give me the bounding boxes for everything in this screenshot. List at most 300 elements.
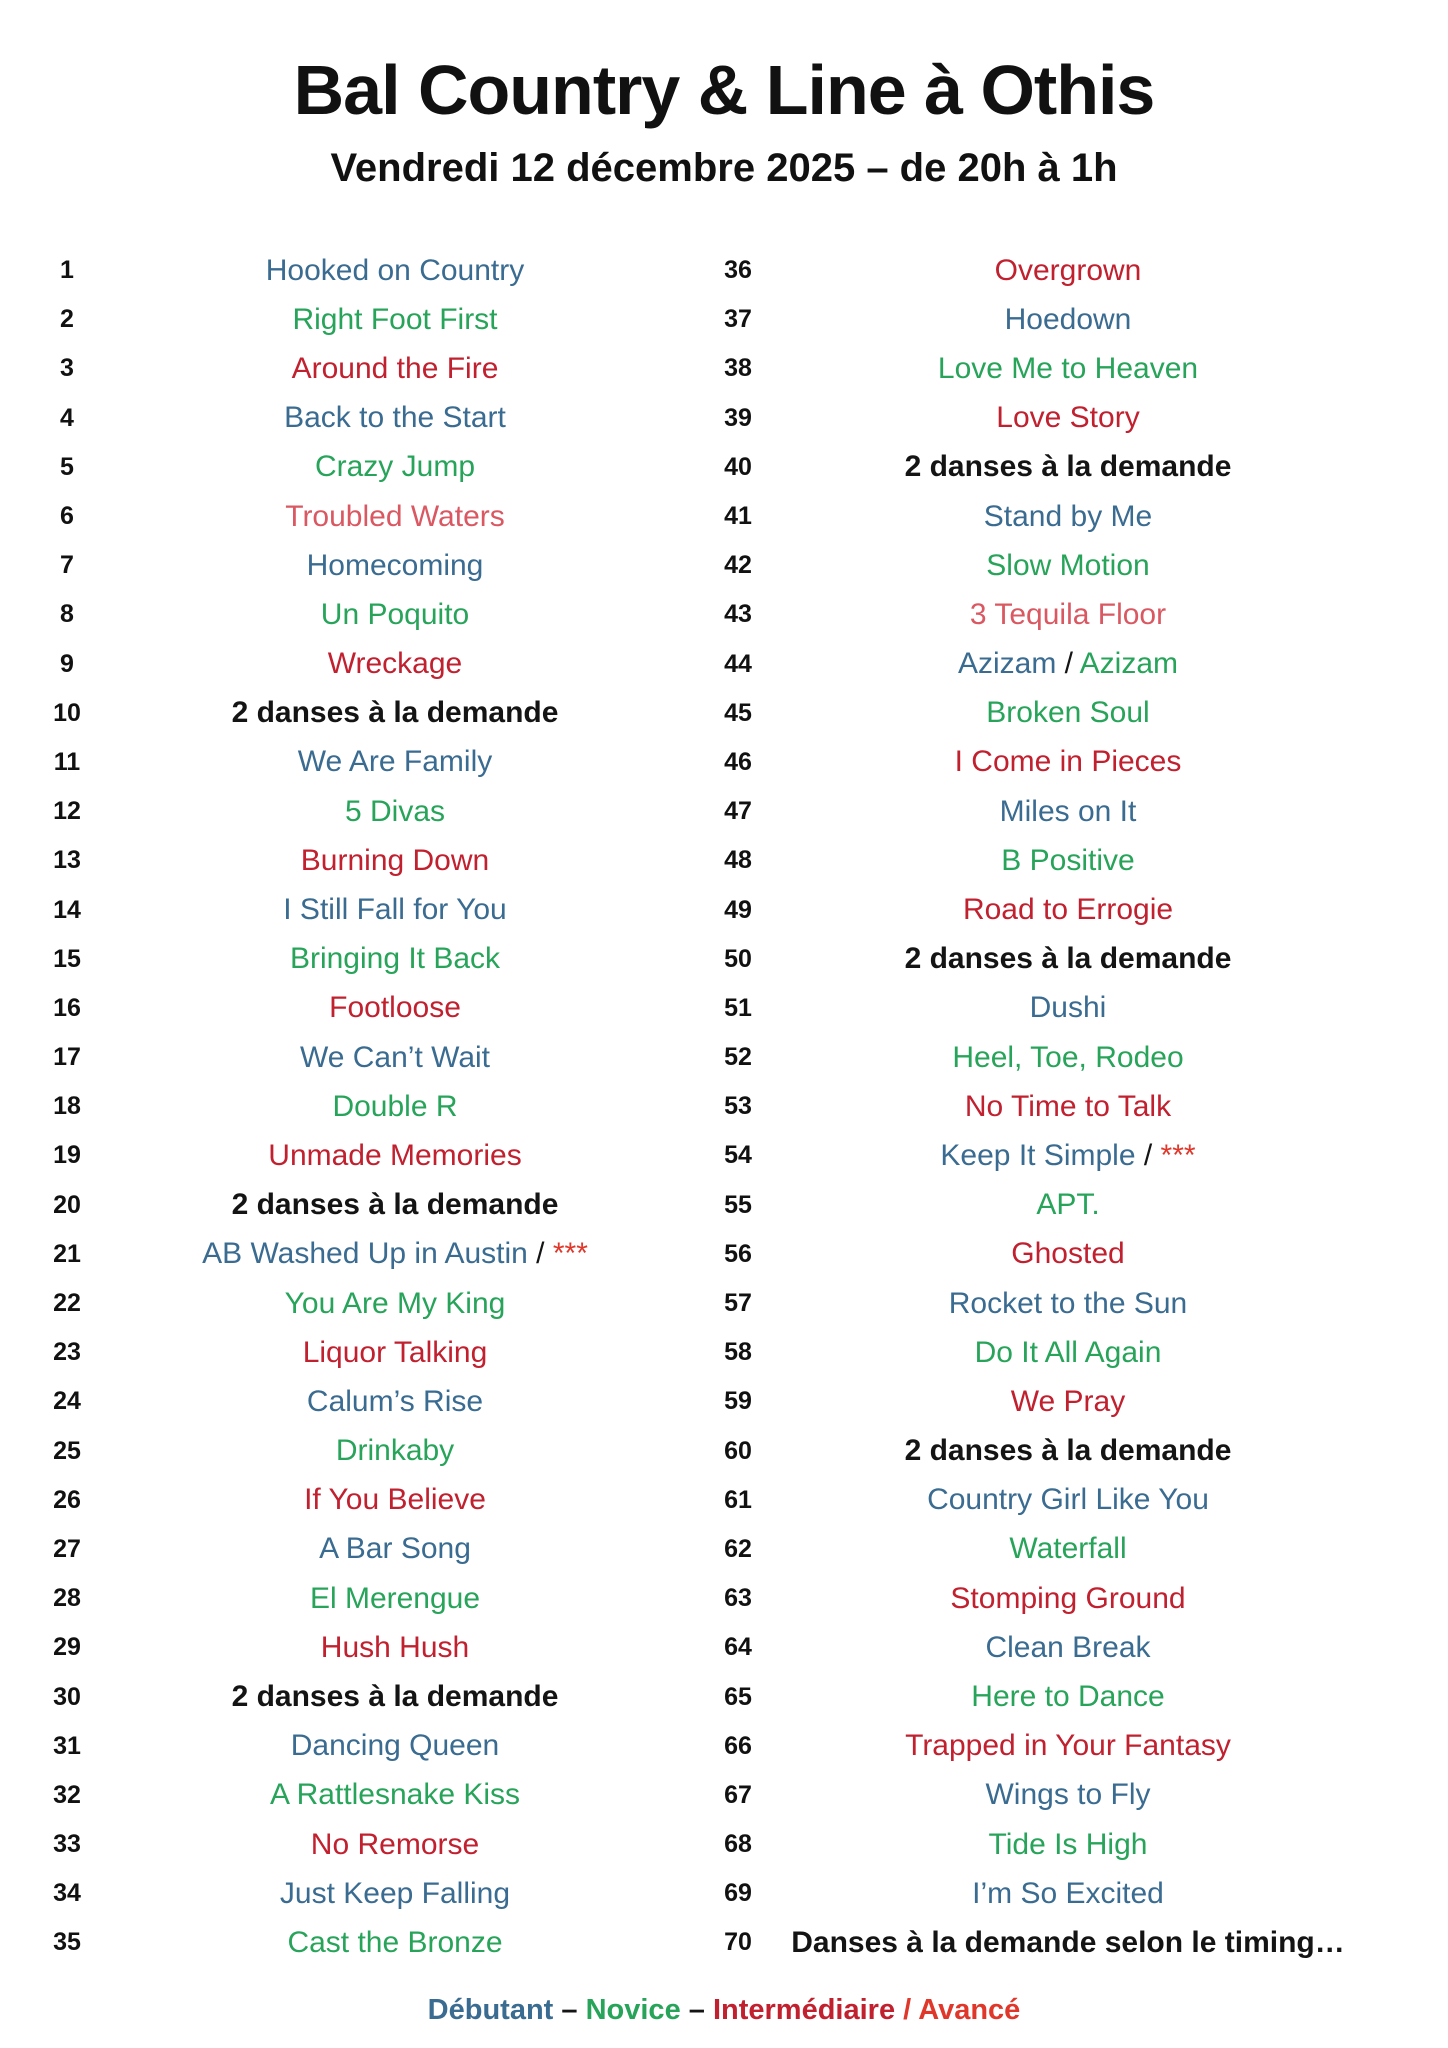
song-title-segment: Débutant — [427, 1993, 554, 2026]
song-title — [778, 991, 1358, 1025]
song-number: 9 — [60, 649, 74, 678]
page-subtitle: Vendredi 12 décembre 2025 – de 20h à 1h — [330, 146, 1118, 190]
song-title — [778, 1729, 1358, 1763]
song-row — [27, 1574, 683, 1623]
song-title — [778, 1336, 1358, 1370]
song-title — [107, 745, 683, 779]
song-number: 31 — [53, 1731, 81, 1760]
song-row — [683, 1722, 1358, 1771]
song-number: 70 — [724, 1928, 752, 1957]
song-title-segment: Unmade Memories — [268, 1138, 522, 1172]
song-number: 30 — [53, 1682, 81, 1711]
song-title — [778, 1828, 1358, 1862]
song-number: 44 — [724, 649, 752, 678]
song-number: 55 — [724, 1190, 752, 1219]
song-number: 14 — [53, 895, 81, 924]
song-title-segment: Dushi — [1029, 991, 1107, 1025]
song-number: 20 — [53, 1190, 81, 1219]
song-row — [683, 1279, 1358, 1328]
song-number: 7 — [60, 551, 74, 580]
song-row — [27, 1328, 683, 1377]
song-title — [778, 1582, 1358, 1616]
song-row — [27, 1033, 683, 1082]
song-number: 15 — [53, 944, 81, 973]
song-row — [27, 935, 683, 984]
song-row — [683, 1820, 1358, 1869]
song-title-segment: – — [553, 1993, 586, 2026]
song-title — [107, 1778, 683, 1812]
song-title-segment: Liquor Talking — [302, 1335, 488, 1369]
song-number: 36 — [724, 256, 752, 285]
song-title — [107, 500, 683, 534]
song-row — [683, 1869, 1358, 1918]
song-title-segment: Ghosted — [1011, 1237, 1125, 1271]
song-number: 24 — [53, 1387, 81, 1416]
song-row — [683, 1181, 1358, 1230]
song-title-segment: Clean Break — [985, 1630, 1151, 1664]
song-title — [107, 1680, 683, 1714]
song-title-segment: Double R — [332, 1089, 458, 1123]
song-row — [683, 984, 1358, 1033]
song-title — [107, 352, 683, 386]
song-title-segment: We Can’t Wait — [299, 1040, 491, 1074]
song-number: 67 — [724, 1780, 752, 1809]
song-title-segment: 2 danses à la demande — [904, 1434, 1232, 1468]
song-title — [107, 1926, 683, 1960]
song-row — [27, 689, 683, 738]
song-row — [683, 1427, 1358, 1476]
song-title — [778, 1926, 1358, 1960]
song-number: 59 — [724, 1387, 752, 1416]
song-row — [27, 1427, 683, 1476]
song-title — [107, 1434, 683, 1468]
song-title-segment: 2 danses à la demande — [231, 1680, 559, 1714]
song-title-segment: We Pray — [1010, 1384, 1126, 1418]
song-number: 47 — [724, 797, 752, 826]
song-title — [778, 1090, 1358, 1124]
song-number: 6 — [60, 502, 74, 531]
song-number: 46 — [724, 747, 752, 776]
song-row — [27, 295, 683, 344]
song-title-segment: Stomping Ground — [950, 1581, 1186, 1615]
song-row — [683, 344, 1358, 393]
song-number: 57 — [724, 1289, 752, 1318]
song-title — [107, 1877, 683, 1911]
song-title-segment: / — [527, 1237, 553, 1271]
song-title — [107, 991, 683, 1025]
song-row — [27, 1131, 683, 1180]
song-title — [107, 1041, 683, 1075]
song-row — [27, 885, 683, 934]
song-title-segment: Intermédiaire — [712, 1993, 896, 2026]
song-row — [683, 492, 1358, 541]
song-title-segment: Danses à la demande selon le timing… — [791, 1925, 1345, 1959]
song-row — [27, 1820, 683, 1869]
song-title-segment: Cast the Bronze — [287, 1925, 503, 1959]
song-number: 12 — [53, 797, 81, 826]
song-title-segment: APT. — [1036, 1188, 1100, 1222]
song-row — [683, 1082, 1358, 1131]
song-row — [27, 1181, 683, 1230]
song-title — [778, 254, 1358, 288]
song-row — [27, 1525, 683, 1574]
song-title — [778, 1139, 1358, 1173]
song-title-segment: 3 Tequila Floor — [969, 597, 1167, 631]
song-row — [27, 541, 683, 590]
song-title — [107, 1090, 683, 1124]
song-title-segment: Troubled Waters — [285, 499, 505, 533]
song-row — [683, 1328, 1358, 1377]
song-row — [683, 787, 1358, 836]
song-title-segment: We Are Family — [297, 745, 493, 779]
song-title-segment: / — [1135, 1138, 1161, 1172]
song-row — [683, 590, 1358, 639]
song-number: 39 — [724, 403, 752, 432]
song-title — [778, 1237, 1358, 1271]
song-number: 69 — [724, 1879, 752, 1908]
song-title — [107, 1729, 683, 1763]
song-title — [778, 1483, 1358, 1517]
song-row — [27, 246, 683, 295]
song-row — [683, 738, 1358, 787]
song-title-segment: Slow Motion — [986, 548, 1150, 582]
song-title — [778, 1385, 1358, 1419]
song-title — [778, 1778, 1358, 1812]
song-number: 56 — [724, 1239, 752, 1268]
song-title — [778, 1680, 1358, 1714]
song-number: 29 — [53, 1633, 81, 1662]
song-number: 10 — [53, 698, 81, 727]
song-title-segment: Un Poquito — [320, 597, 470, 631]
song-row — [683, 1131, 1358, 1180]
song-number: 26 — [53, 1485, 81, 1514]
song-title — [107, 1385, 683, 1419]
song-title-segment: Rocket to the Sun — [948, 1286, 1188, 1320]
song-title-segment: Heel, Toe, Rodeo — [952, 1040, 1184, 1074]
song-row — [27, 1377, 683, 1426]
song-row — [683, 1623, 1358, 1672]
song-row — [27, 344, 683, 393]
song-title-segment: Avancé — [918, 1993, 1021, 2026]
song-title-segment: El Merengue — [309, 1581, 481, 1615]
song-row — [683, 836, 1358, 885]
song-title-segment: Azizam — [1079, 647, 1179, 681]
song-title — [107, 450, 683, 484]
song-number: 27 — [53, 1534, 81, 1563]
song-title — [778, 1877, 1358, 1911]
song-title-segment: Love Me to Heaven — [937, 351, 1199, 385]
song-row — [683, 1230, 1358, 1279]
song-title — [778, 500, 1358, 534]
song-number: 38 — [724, 354, 752, 383]
song-number: 65 — [724, 1682, 752, 1711]
song-title — [107, 1287, 683, 1321]
song-row — [683, 1918, 1358, 1967]
song-row — [683, 295, 1358, 344]
song-title-segment: Road to Errogie — [962, 893, 1174, 927]
song-row — [27, 1476, 683, 1525]
song-row — [683, 935, 1358, 984]
song-title-segment: 5 Divas — [344, 794, 446, 828]
song-title — [107, 1139, 683, 1173]
song-title — [107, 549, 683, 583]
song-row — [27, 1230, 683, 1279]
song-row — [27, 1279, 683, 1328]
song-number: 5 — [60, 452, 74, 481]
song-row — [683, 443, 1358, 492]
song-number: 34 — [53, 1879, 81, 1908]
song-title — [778, 647, 1358, 681]
song-title — [107, 795, 683, 829]
song-row — [683, 246, 1358, 295]
song-title — [107, 696, 683, 730]
song-number: 28 — [53, 1584, 81, 1613]
song-number: 11 — [53, 747, 81, 776]
song-number: 51 — [724, 993, 752, 1022]
song-row — [683, 640, 1358, 689]
song-title-segment: B Positive — [1001, 843, 1135, 877]
song-title — [778, 598, 1358, 632]
song-row — [27, 640, 683, 689]
song-number: 2 — [60, 305, 74, 334]
song-number: 16 — [53, 993, 81, 1022]
playlist-column-right — [683, 246, 1358, 1968]
song-number: 23 — [53, 1338, 81, 1367]
song-row — [27, 1771, 683, 1820]
song-row — [683, 1771, 1358, 1820]
song-title-segment: / — [1056, 647, 1080, 681]
song-title-segment: *** — [552, 1237, 588, 1271]
song-title-segment: AB Washed Up in Austin — [202, 1237, 528, 1271]
song-title — [778, 745, 1358, 779]
song-number: 60 — [724, 1436, 752, 1465]
song-title-segment: I’m So Excited — [972, 1876, 1164, 1910]
song-title — [107, 1828, 683, 1862]
song-title-segment: Crazy Jump — [314, 450, 476, 484]
song-row — [683, 1476, 1358, 1525]
song-row — [27, 984, 683, 1033]
song-number: 41 — [724, 502, 752, 531]
song-row — [683, 1525, 1358, 1574]
song-number: 40 — [724, 452, 752, 481]
song-number: 42 — [724, 551, 752, 580]
song-number: 61 — [724, 1485, 752, 1514]
song-title — [107, 598, 683, 632]
song-title — [778, 352, 1358, 386]
song-title — [778, 1434, 1358, 1468]
song-row — [683, 1033, 1358, 1082]
song-title-segment: Dancing Queen — [290, 1729, 500, 1763]
song-number: 54 — [724, 1141, 752, 1170]
song-title-segment: Love Story — [996, 401, 1140, 435]
song-title-segment: Country Girl Like You — [927, 1483, 1209, 1517]
song-title-segment: Keep It Simple — [940, 1138, 1136, 1172]
song-number: 53 — [724, 1092, 752, 1121]
song-title — [778, 303, 1358, 337]
song-row — [27, 1869, 683, 1918]
song-title — [107, 1237, 683, 1271]
song-row — [27, 836, 683, 885]
song-row — [683, 1672, 1358, 1721]
song-title-segment: Here to Dance — [971, 1680, 1165, 1714]
song-title — [107, 942, 683, 976]
song-title-segment: Footloose — [329, 991, 461, 1025]
song-number: 8 — [60, 600, 74, 629]
song-title-segment: Back to the Start — [284, 401, 506, 435]
song-title — [778, 1287, 1358, 1321]
song-title-segment: 2 danses à la demande — [231, 696, 559, 730]
song-row — [27, 492, 683, 541]
song-title-segment: Tide Is High — [988, 1827, 1148, 1861]
song-row — [27, 1722, 683, 1771]
song-number: 3 — [60, 354, 74, 383]
song-number: 1 — [60, 256, 74, 285]
song-title-segment: A Bar Song — [319, 1532, 471, 1566]
song-number: 52 — [724, 1043, 752, 1072]
song-title — [778, 1041, 1358, 1075]
song-title — [778, 942, 1358, 976]
song-title — [107, 1188, 683, 1222]
song-number: 4 — [60, 403, 74, 432]
song-title-segment: Novice — [585, 1993, 681, 2026]
song-row — [683, 885, 1358, 934]
song-title — [107, 647, 683, 681]
song-title-segment: Stand by Me — [983, 499, 1153, 533]
song-title-segment: Wings to Fly — [985, 1778, 1151, 1812]
song-number: 68 — [724, 1830, 752, 1859]
song-title-segment: 2 danses à la demande — [231, 1188, 559, 1222]
song-title-segment: Just Keep Falling — [279, 1876, 511, 1910]
song-title-segment: Drinkaby — [335, 1434, 455, 1468]
song-title — [107, 401, 683, 435]
song-title-segment: I Still Fall for You — [283, 893, 507, 927]
song-title-segment: Bringing It Back — [289, 942, 501, 976]
song-number: 50 — [724, 944, 752, 973]
song-title — [107, 254, 683, 288]
song-row — [683, 689, 1358, 738]
song-row — [27, 1082, 683, 1131]
song-title-segment: Wreckage — [327, 647, 463, 681]
song-title-segment: *** — [1160, 1138, 1196, 1172]
song-number: 19 — [53, 1141, 81, 1170]
song-row — [683, 394, 1358, 443]
song-row — [27, 738, 683, 787]
song-title-segment: Right Foot First — [292, 302, 498, 336]
song-title — [107, 1483, 683, 1517]
song-number: 17 — [53, 1043, 81, 1072]
song-title — [778, 450, 1358, 484]
song-title-segment: I Come in Pieces — [954, 745, 1182, 779]
song-number: 45 — [724, 698, 752, 727]
song-number: 13 — [53, 846, 81, 875]
song-number: 43 — [724, 600, 752, 629]
song-title-segment: Azizam — [957, 647, 1057, 681]
song-title-segment: You Are My King — [284, 1286, 506, 1320]
song-title — [107, 893, 683, 927]
song-row — [27, 1672, 683, 1721]
song-number: 58 — [724, 1338, 752, 1367]
page-title: Bal Country & Line à Othis — [293, 51, 1155, 129]
level-legend — [0, 1994, 1448, 2027]
song-number: 18 — [53, 1092, 81, 1121]
song-row — [27, 1623, 683, 1672]
song-title-segment: No Remorse — [310, 1827, 480, 1861]
song-number: 48 — [724, 846, 752, 875]
song-title — [778, 696, 1358, 730]
song-title — [107, 844, 683, 878]
song-title-segment: Hush Hush — [320, 1630, 470, 1664]
song-number: 37 — [724, 305, 752, 334]
song-row — [683, 1377, 1358, 1426]
song-title — [778, 844, 1358, 878]
song-number: 32 — [53, 1780, 81, 1809]
song-number: 22 — [53, 1289, 81, 1318]
song-title — [778, 401, 1358, 435]
song-number: 63 — [724, 1584, 752, 1613]
song-title-segment: Burning Down — [300, 843, 490, 877]
song-title — [778, 549, 1358, 583]
song-title — [107, 1532, 683, 1566]
song-title — [778, 1532, 1358, 1566]
song-title-segment: If You Believe — [304, 1483, 486, 1517]
song-title — [778, 1188, 1358, 1222]
song-title-segment: No Time to Talk — [964, 1089, 1172, 1123]
song-title — [778, 1631, 1358, 1665]
song-title-segment: Trapped in Your Fantasy — [905, 1729, 1231, 1763]
song-title-segment: Hoedown — [1004, 302, 1132, 336]
song-title-segment: 2 danses à la demande — [904, 942, 1232, 976]
song-title-segment: 2 danses à la demande — [904, 450, 1232, 484]
song-row — [27, 394, 683, 443]
song-row — [27, 590, 683, 639]
song-title — [107, 303, 683, 337]
song-title-segment: Homecoming — [306, 548, 484, 582]
song-title-segment: Hooked on Country — [265, 253, 525, 287]
song-title — [107, 1582, 683, 1616]
song-number: 33 — [53, 1830, 81, 1859]
song-title-segment: Overgrown — [994, 253, 1142, 287]
song-title — [778, 893, 1358, 927]
song-number: 21 — [53, 1239, 81, 1268]
song-row — [683, 541, 1358, 590]
song-number: 64 — [724, 1633, 752, 1662]
song-row — [27, 787, 683, 836]
song-number: 66 — [724, 1731, 752, 1760]
song-title-segment: Calum’s Rise — [306, 1384, 484, 1418]
page-header — [0, 0, 1448, 190]
song-row — [683, 1574, 1358, 1623]
song-number: 25 — [53, 1436, 81, 1465]
song-number: 49 — [724, 895, 752, 924]
song-title — [107, 1631, 683, 1665]
song-number: 35 — [53, 1928, 81, 1957]
song-row — [27, 1918, 683, 1967]
song-title — [778, 795, 1358, 829]
song-title-segment: Do It All Again — [974, 1335, 1162, 1369]
song-row — [27, 443, 683, 492]
song-title-segment: / — [895, 1993, 919, 2026]
song-title-segment: Around the Fire — [291, 351, 499, 385]
song-number: 62 — [724, 1534, 752, 1563]
playlist — [0, 246, 1448, 1968]
song-title-segment: Broken Soul — [986, 696, 1150, 730]
song-title — [107, 1336, 683, 1370]
song-title-segment: Miles on It — [999, 794, 1137, 828]
playlist-column-left — [27, 246, 683, 1968]
song-title-segment: – — [680, 1993, 713, 2026]
song-title-segment: A Rattlesnake Kiss — [269, 1778, 521, 1812]
song-title-segment: Waterfall — [1009, 1532, 1127, 1566]
